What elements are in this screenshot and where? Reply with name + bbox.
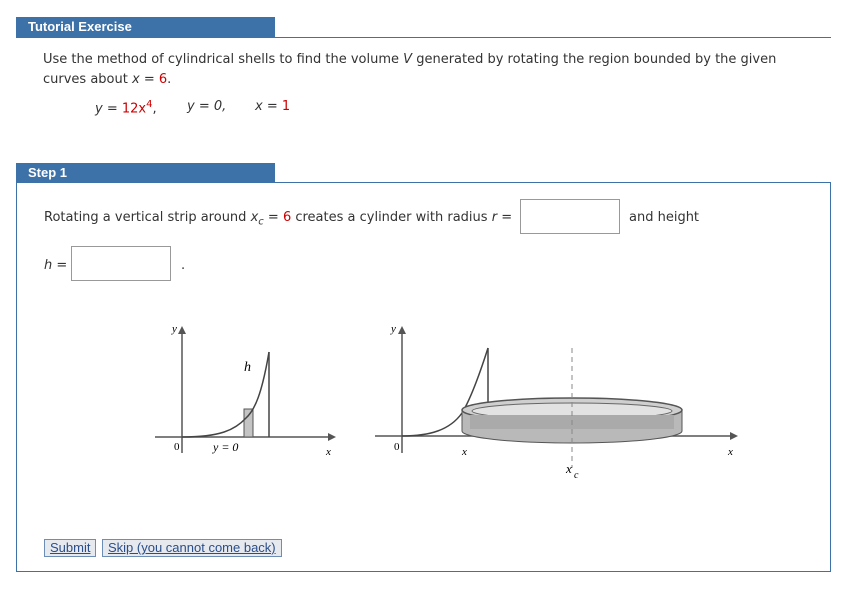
right-x-label-mid: x: [462, 446, 467, 458]
step-1-r-eq: =: [497, 210, 513, 225]
xc-label: x: [566, 461, 572, 476]
step-1-xc-sub: c: [258, 216, 264, 228]
right-y-arrow: [398, 326, 406, 334]
curve-1-eq: =: [102, 101, 122, 117]
radius-input[interactable]: [520, 199, 620, 234]
curve-3-lhs: x =: [255, 99, 282, 114]
height-period: .: [181, 258, 186, 273]
problem-text-b: generated by rotating the region bounded by the given: [416, 52, 777, 67]
problem-line-1: [43, 52, 776, 67]
h-eq: =: [52, 258, 68, 273]
left-y-arrow: [178, 326, 186, 334]
curve-3: [255, 99, 290, 114]
step-1-sentence: [44, 210, 512, 228]
shell-figure: [370, 318, 745, 483]
right-x-arrow: [730, 432, 738, 440]
curve-1-exponent: 4: [146, 99, 153, 110]
problem-eq: =: [139, 72, 159, 87]
h-var: h: [44, 258, 53, 273]
left-baseline-label: y = 0: [213, 440, 239, 454]
problem-period: .: [167, 72, 172, 87]
curve-3-value: 1: [281, 99, 291, 114]
left-x-arrow: [328, 433, 336, 441]
left-curve: [182, 352, 269, 437]
problem-var-v: V: [403, 52, 413, 67]
h-label: [44, 258, 67, 273]
curve-2: y = 0,: [187, 99, 227, 114]
xc-label-sub: c: [574, 470, 579, 481]
step-1-xc-var: x: [250, 210, 259, 225]
left-y-label: y: [172, 323, 177, 335]
problem-axis-value: 6: [158, 72, 168, 87]
right-y-label: y: [391, 323, 396, 335]
strip-figure: [150, 318, 340, 468]
right-origin-label: 0: [394, 441, 400, 453]
left-x-label: x: [326, 446, 331, 458]
tutorial-header: Tutorial Exercise: [16, 17, 275, 37]
and-height-label: and height: [629, 210, 700, 225]
problem-text-c: curves about: [43, 72, 128, 87]
step-1-eq: =: [263, 210, 283, 225]
step-1-text-b: creates a cylinder with radius: [291, 210, 488, 225]
step-1-text-a: Rotating a vertical strip around: [44, 210, 247, 225]
left-h-label: h: [244, 360, 251, 375]
curve-1-lhs: y: [95, 101, 103, 117]
curve-1: [95, 99, 157, 116]
problem-text-a: Use the method of cylindrical shells to find the volume: [43, 52, 400, 67]
curve-1-comma: ,: [152, 101, 157, 117]
right-x-label-end: x: [728, 446, 733, 458]
left-origin-label: 0: [174, 441, 180, 453]
tutorial-header-rule: [16, 37, 831, 38]
submit-button[interactable]: Submit: [44, 539, 96, 557]
strip-rect: [244, 409, 253, 437]
height-input[interactable]: [71, 246, 171, 281]
problem-line-2: [43, 72, 171, 87]
step-1-r-var: r: [491, 210, 498, 225]
curve-1-coef: 12x: [121, 101, 147, 117]
skip-button[interactable]: Skip (you cannot come back): [102, 539, 282, 557]
step-1-xc-value: 6: [282, 210, 292, 225]
problem-axis-var: x: [131, 72, 140, 87]
step-1-header: Step 1: [16, 163, 275, 183]
